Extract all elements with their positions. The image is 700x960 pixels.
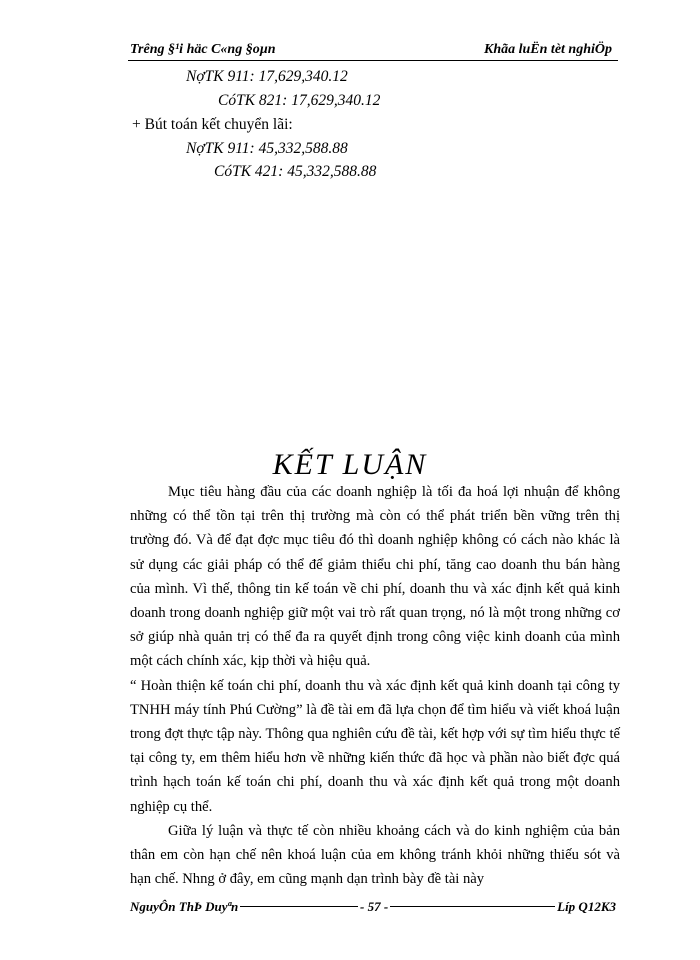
paragraph-1: Mục tiêu hàng đầu của các doanh nghiệp là tối đa hoá lợi nhuận để không những có thể tồn tại trên thị trường mà còn có thể phát triển bền vững trên thị trường đó. Và để đạt đợc mục tiêu đó thì doanh nghiệp không có cách nào khác là sử dụng các giải pháp có thể để giảm thiểu chi phí, tăng cao doanh thu bán hàng của mình. Vì thế, thông tin kế toán về chi phí, doanh thu và xác định kết quả kinh doanh trong doanh nghiệp giữ một vai trò rất quan trọng, nó là một trong những cơ sở giúp nhà quản trị có thể đa ra quyết định trong công việc kinh doanh của mình một cách chính xác, kịp thời và hiệu quả. <box>130 484 620 670</box>
debit-entry-1: NợTK 911: 17,629,340.12 <box>186 68 348 85</box>
paragraph-2: “ Hoàn thiện kế toán chi phí, doanh thu và xác định kết quả kinh doanh tại công ty TNHH máy tính Phú Cường” là đề tài em đã lựa chọn để tìm hiểu và viết khoá luận trong đợt thực tập này. Thông qua nghiên cứu đề tài, kết hợp với sự tìm hiểu thực tế tại công ty, em thêm hiểu hơn về những kiến thức đã học và phần nào biết đợc quá trình hạch toán kế toán chi phí, doanh thu và xác định kết quả trong một doanh nghiệp cụ thể. <box>130 677 620 815</box>
credit-entry-1: CóTK 821: 17,629,340.12 <box>218 92 381 109</box>
footer-class: Líp Q12K3 <box>557 899 616 914</box>
credit-entry-2: CóTK 421: 45,332,588.88 <box>214 163 377 180</box>
header-school: Trêng §¹i häc C«ng §oµn <box>130 42 276 57</box>
paragraph-3: Giữa lý luận và thực tế còn nhiều khoảng cách và do kinh nghiệm của bản thân em còn hạn chế nên khoá luận của em không tránh khỏi những thiếu sót và hạn chế. Nhng ở đây, em cũng mạnh dạn trình bày đề tài này <box>130 822 620 888</box>
entry-heading: + Bút toán kết chuyển lãi: <box>132 116 293 133</box>
conclusion-title: KẾT LUẬN <box>272 448 428 481</box>
page-header <box>128 40 618 61</box>
debit-entry-2: NợTK 911: 45,332,588.88 <box>186 140 348 157</box>
page-footer <box>128 899 618 921</box>
footer-author: NguyÔn ThÞ Duyªn <box>130 899 239 914</box>
footer-page-number: - 57 - <box>360 899 389 914</box>
conclusion-body <box>130 480 620 891</box>
header-doc-type: Khãa luËn tèt nghiÖp <box>484 42 612 57</box>
